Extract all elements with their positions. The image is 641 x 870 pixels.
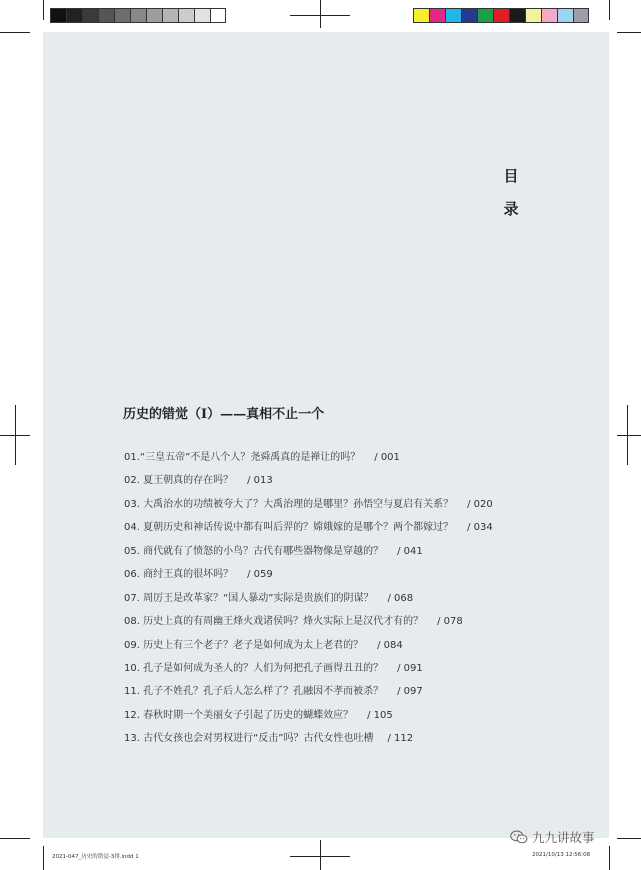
toc-entry-text: 02. 夏王朝真的存在吗？: [124, 475, 234, 487]
color-swatch: [541, 8, 557, 23]
registration-mark: [0, 435, 30, 436]
slug-filename: 2021-047_历史的错觉-3排.indd 1: [52, 854, 139, 860]
color-swatch: [493, 8, 509, 23]
toc-entry-text: 01.“三皇五帝”不是八个人？尧舜禹真的是禅让的吗？: [124, 452, 361, 463]
color-swatch: [66, 8, 82, 23]
color-swatch: [461, 8, 477, 23]
registration-mark: [320, 840, 321, 870]
toc-entry-text: 13. 古代女孩也会对男权进行“反击”吗？古代女性也吐槽: [124, 733, 374, 745]
toc-entry-page: / 078: [437, 616, 463, 628]
watermark: [510, 828, 595, 846]
color-swatch: [98, 8, 114, 23]
color-swatch: [50, 8, 66, 23]
crop-mark: [0, 32, 30, 33]
color-swatch: [525, 8, 541, 23]
crop-mark: [609, 846, 610, 870]
toc-entry-text: 09. 历史上有三个老子？老子是如何成为太上老君的？: [124, 639, 364, 651]
crop-mark: [617, 32, 641, 33]
watermark-text: 九九讲故事: [532, 830, 595, 845]
registration-mark: [617, 435, 641, 436]
color-swatch: [477, 8, 493, 23]
process-color-bar: [413, 8, 589, 23]
toc-entry-text: 05. 商代就有了愤怒的小鸟？古代有哪些器物像是穿越的？: [124, 545, 384, 557]
toc-entry: [124, 469, 594, 492]
toc-entry: [124, 634, 594, 657]
color-swatch: [146, 8, 162, 23]
color-swatch: [178, 8, 194, 23]
title-char: 录: [503, 200, 519, 218]
toc-entry: [124, 610, 594, 633]
toc-entry-text: 10. 孔子是如何成为圣人的？人们为何把孔子画得丑丑的？: [124, 662, 384, 674]
toc-entry-text: 08. 历史上真的有周幽王烽火戏诸侯吗？烽火实际上是汉代才有的？: [124, 616, 424, 628]
color-swatch: [130, 8, 146, 23]
page-title: [499, 160, 523, 226]
toc-entry-page: / 097: [397, 686, 423, 698]
crop-mark: [617, 838, 641, 839]
toc-entry-text: 03. 大禹治水的功绩被夸大了？大禹治理的是哪里？孙悟空与夏启有关系？: [124, 498, 454, 510]
toc-entry: [124, 563, 594, 586]
toc-entry-text: 11. 孔子不姓孔？孔子后人怎么样了？孔融因不孝而被杀？: [124, 686, 384, 698]
toc-entry: [124, 493, 594, 516]
toc-entry-text: 06. 商纣王真的很坏吗？: [124, 569, 234, 581]
toc-entry: [124, 587, 594, 610]
toc-entry: [124, 516, 594, 539]
registration-mark: [290, 15, 350, 16]
wechat-icon: [510, 830, 528, 844]
gray-color-bar: [50, 8, 226, 23]
toc-entry: [124, 680, 594, 703]
color-swatch: [573, 8, 589, 23]
toc-list: [124, 446, 594, 751]
color-swatch: [210, 8, 226, 23]
toc-entry: [124, 704, 594, 727]
toc-entry: [124, 657, 594, 680]
color-swatch: [162, 8, 178, 23]
crop-mark: [43, 846, 44, 870]
slug-timestamp: 2021/10/13 12:56:08: [532, 852, 591, 858]
toc-entry-page: / 068: [387, 592, 414, 604]
toc-entry-page: / 020: [467, 498, 493, 510]
crop-mark: [43, 0, 44, 20]
color-swatch: [413, 8, 429, 23]
toc-entry-text: 07. 周厉王是改革家？“国人暴动”实际是贵族们的阴谋？: [124, 592, 374, 604]
toc-entry-page: / 059: [247, 569, 273, 581]
color-swatch: [557, 8, 573, 23]
color-swatch: [194, 8, 210, 23]
color-swatch: [114, 8, 130, 23]
toc-entry-page: / 084: [377, 639, 403, 651]
toc-entry-text: 12. 春秋时期一个美丽女子引起了历史的蝴蝶效应？: [124, 709, 354, 721]
toc-entry-page: / 013: [247, 475, 273, 487]
section-heading: 历史的错觉（I）——真相不止一个: [123, 407, 325, 422]
registration-mark: [320, 0, 321, 28]
color-swatch: [429, 8, 445, 23]
toc-entry-page: / 034: [467, 522, 493, 534]
toc-entry: [124, 446, 594, 469]
crop-mark: [609, 0, 610, 20]
toc-entry-page: / 001: [374, 452, 400, 463]
toc-entry-page: / 112: [387, 733, 414, 745]
color-swatch: [509, 8, 525, 23]
registration-mark: [290, 856, 350, 857]
toc-entry-page: / 041: [397, 545, 423, 557]
color-swatch: [445, 8, 461, 23]
toc-entry: [124, 540, 594, 563]
toc-entry-page: / 105: [367, 709, 393, 721]
color-swatch: [82, 8, 98, 23]
title-char: 目: [503, 167, 519, 185]
crop-mark: [0, 838, 30, 839]
toc-entry-text: 04. 夏朝历史和神话传说中都有叫后羿的？嫦娥嫁的是哪个？两个都嫁过？: [124, 522, 454, 534]
toc-entry: [124, 727, 594, 750]
toc-entry-page: / 091: [397, 662, 423, 674]
